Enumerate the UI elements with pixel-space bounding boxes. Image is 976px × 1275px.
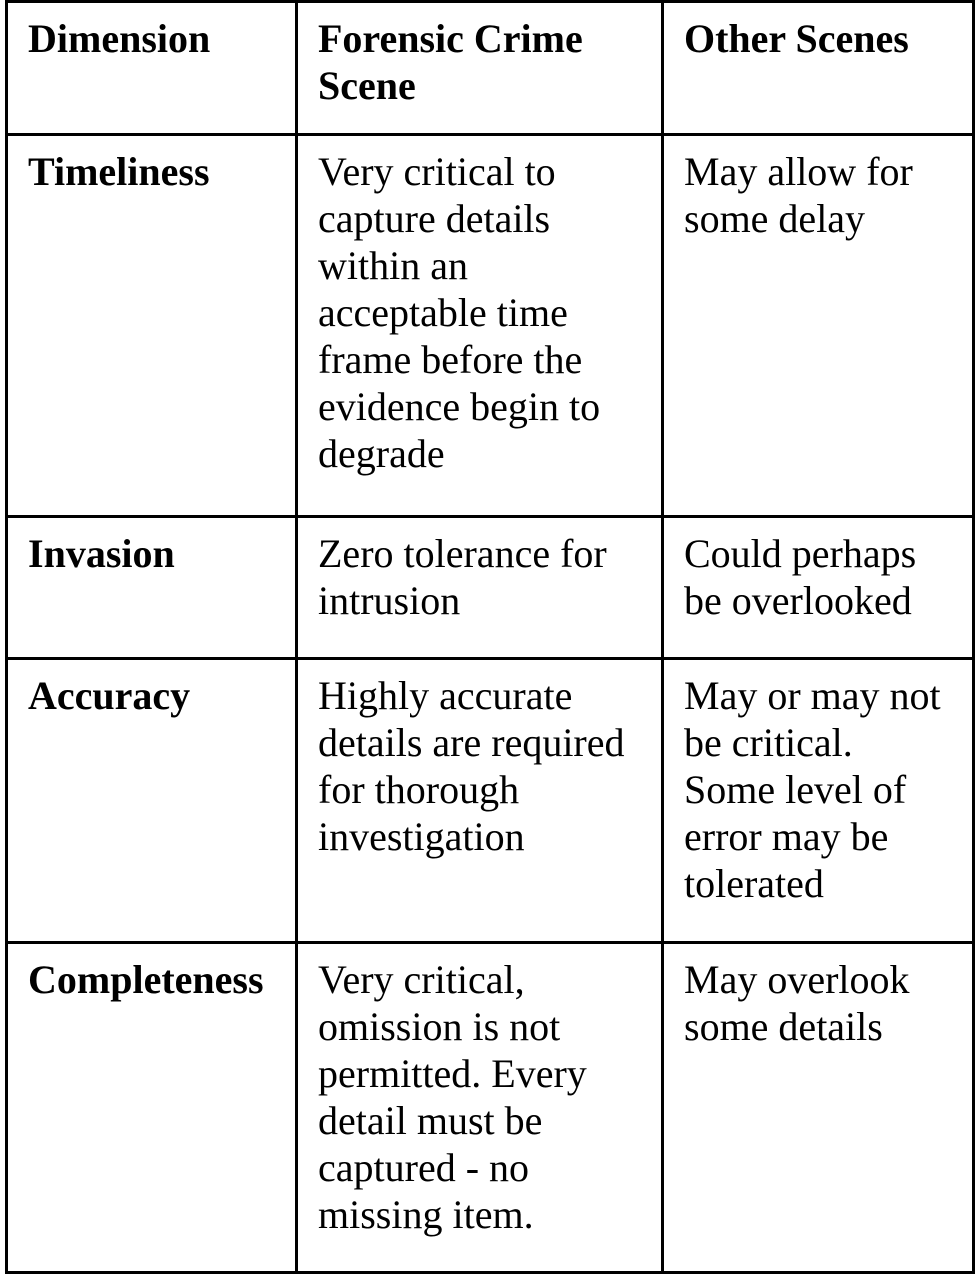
other-cell: May or may not be critical. Some level of error may be tolerated — [663, 659, 974, 943]
dimension-cell: Accuracy — [7, 659, 297, 943]
forensic-cell: Very critical to capture details within an acceptable time frame before the evidence begin to degrade — [297, 135, 663, 517]
other-cell: Could perhaps be overlooked — [663, 517, 974, 659]
other-cell: May overlook some details — [663, 943, 974, 1273]
table-row — [7, 135, 974, 517]
comparison-table — [5, 0, 975, 1274]
dimension-cell: Completeness — [7, 943, 297, 1273]
table-row — [7, 943, 974, 1273]
other-cell: May allow for some delay — [663, 135, 974, 517]
header-other-scenes: Other Scenes — [663, 2, 974, 135]
forensic-cell: Highly accurate details are required for thorough investigation — [297, 659, 663, 943]
forensic-cell: Very critical, omission is not permitted. Every detail must be captured - no missing item. — [297, 943, 663, 1273]
header-dimension: Dimension — [7, 2, 297, 135]
dimension-cell: Timeliness — [7, 135, 297, 517]
dimension-cell: Invasion — [7, 517, 297, 659]
table-row — [7, 659, 974, 943]
forensic-cell: Zero tolerance for intrusion — [297, 517, 663, 659]
header-forensic-crime-scene: Forensic Crime Scene — [297, 2, 663, 135]
header-row — [7, 2, 974, 135]
table-row — [7, 517, 974, 659]
